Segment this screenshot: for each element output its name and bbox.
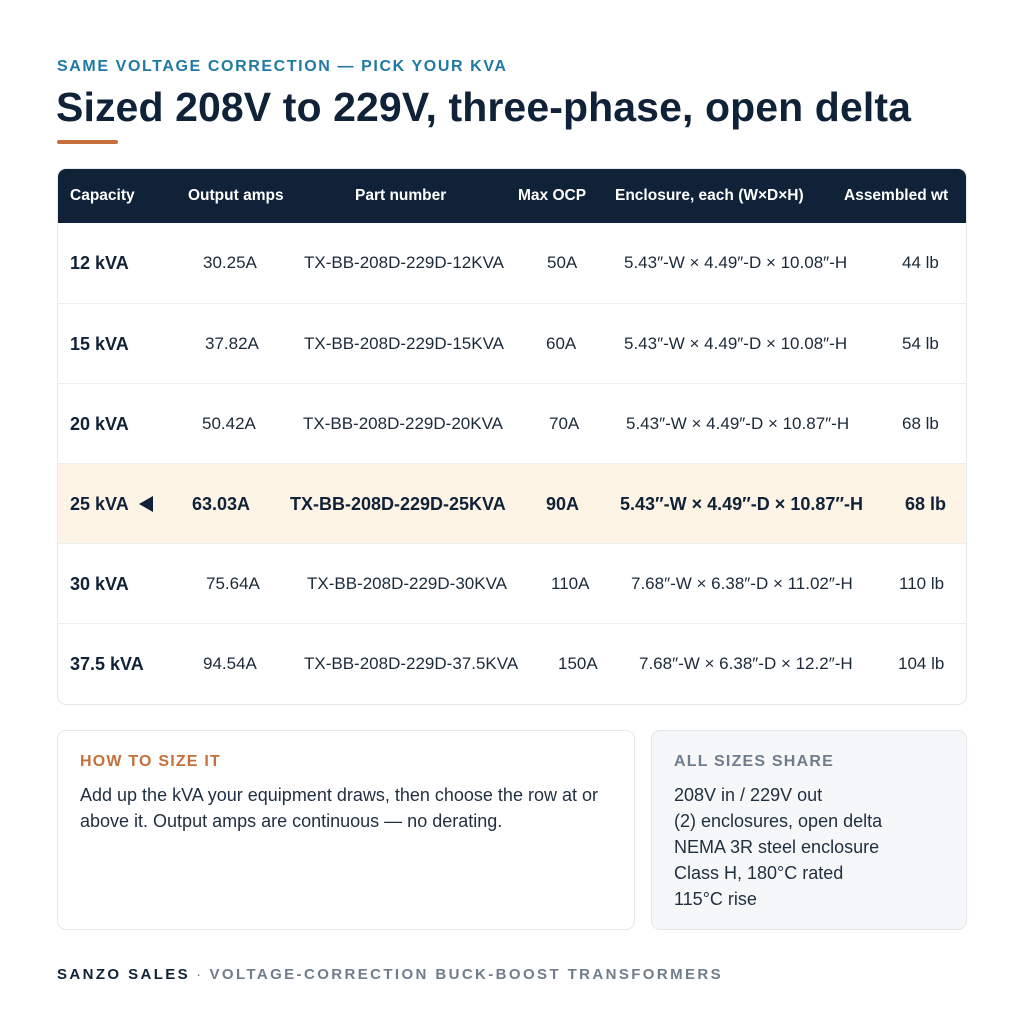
cell-max-ocp: 50A [547,253,578,272]
column-header-assembled-weight: Assembled wt [844,187,949,204]
cell-max-ocp: 70A [549,414,580,433]
list-item: (2) enclosures, open delta [674,811,883,831]
cell-output-amps: 50.42A [202,414,256,433]
column-header-enclosure: Enclosure, each (W×D×H) [615,187,804,204]
list-item: NEMA 3R steel enclosure [674,837,880,857]
all-sizes-share-title: ALL SIZES SHARE [674,753,834,770]
sizing-table [57,168,967,705]
cell-capacity: 20 kVA [70,414,129,434]
table-header [58,169,966,223]
cell-capacity-wrap [70,464,153,544]
cell-part-number: TX-BB-208D-229D-12KVA [304,253,504,272]
cell-enclosure: 5.43″-W × 4.49″-D × 10.08″-H [624,253,848,272]
cell-weight: 104 lb [898,654,945,673]
cell-output-amps: 94.54A [203,654,257,673]
list-item: Class H, 180°C rated [674,863,844,883]
column-header-capacity: Capacity [70,187,135,204]
eyebrow-heading: SAME VOLTAGE CORRECTION — PICK YOUR KVA [57,58,508,75]
list-item: 208V in / 229V out [674,785,823,805]
list-item: 115°C rise [674,889,757,909]
how-to-size-body: Add up the kVA your equipment draws, then choose the row at or above it. Output amps are continuous — no derating. [80,785,598,831]
cell-capacity: 15 kVA [70,334,129,354]
cell-part-number: TX-BB-208D-229D-20KVA [303,414,503,433]
cell-part-number: TX-BB-208D-229D-15KVA [304,334,504,353]
cell-enclosure: 5.43″-W × 4.49″-D × 10.87″-H [620,494,863,514]
cell-part-number: TX-BB-208D-229D-30KVA [307,574,507,593]
cell-max-ocp: 110A [551,574,590,593]
footer-tagline: VOLTAGE-CORRECTION BUCK-BOOST TRANSFORMERS [209,966,724,983]
cell-weight: 68 lb [905,494,947,514]
column-header-max-ocp: Max OCP [518,187,587,204]
table-row[interactable] [58,543,966,623]
cell-output-amps: 63.03A [192,494,251,514]
cell-part-number: TX-BB-208D-229D-37.5KVA [304,654,519,673]
table-row[interactable] [58,623,966,703]
column-header-output-amps: Output amps [188,187,284,204]
all-sizes-share-card [651,730,967,930]
cell-max-ocp: 90A [546,494,580,514]
cell-enclosure: 5.43″-W × 4.49″-D × 10.87″-H [626,414,850,433]
cell-capacity: 30 kVA [70,574,129,594]
triangle-left-icon [139,496,153,512]
page-title: Sized 208V to 229V, three-phase, open delta [56,84,911,130]
cell-output-amps: 75.64A [206,574,260,593]
cell-capacity: 12 kVA [70,253,129,273]
how-to-size-title: HOW TO SIZE IT [80,753,221,770]
footer-separator: · [196,966,204,983]
footer-brand: SANZO SALES [57,966,191,983]
table-row-selected[interactable] [58,463,966,543]
footer [57,966,723,983]
cell-enclosure: 7.68″-W × 6.38″-D × 12.2″-H [639,654,853,673]
cell-enclosure: 5.43″-W × 4.49″-D × 10.08″-H [624,334,848,353]
shared-spec-list [674,782,882,912]
table-row[interactable] [58,303,966,383]
title-accent-rule [57,140,118,144]
cell-output-amps: 37.82A [205,334,259,353]
how-to-size-card [57,730,635,930]
table-row[interactable] [58,383,966,463]
cell-max-ocp: 150A [558,654,598,673]
cell-weight: 68 lb [902,414,939,433]
cell-enclosure: 7.68″-W × 6.38″-D × 11.02″-H [631,574,853,593]
cell-part-number: TX-BB-208D-229D-25KVA [290,494,506,514]
table-row[interactable] [58,223,966,303]
cell-weight: 44 lb [902,253,939,272]
cell-capacity: 37.5 kVA [70,654,144,674]
cell-max-ocp: 60A [546,334,577,353]
cell-weight: 110 lb [899,574,945,593]
cell-output-amps: 30.25A [203,253,257,272]
cell-capacity: 25 kVA [70,494,129,514]
column-header-part-number: Part number [355,187,447,204]
cell-weight: 54 lb [902,334,939,353]
